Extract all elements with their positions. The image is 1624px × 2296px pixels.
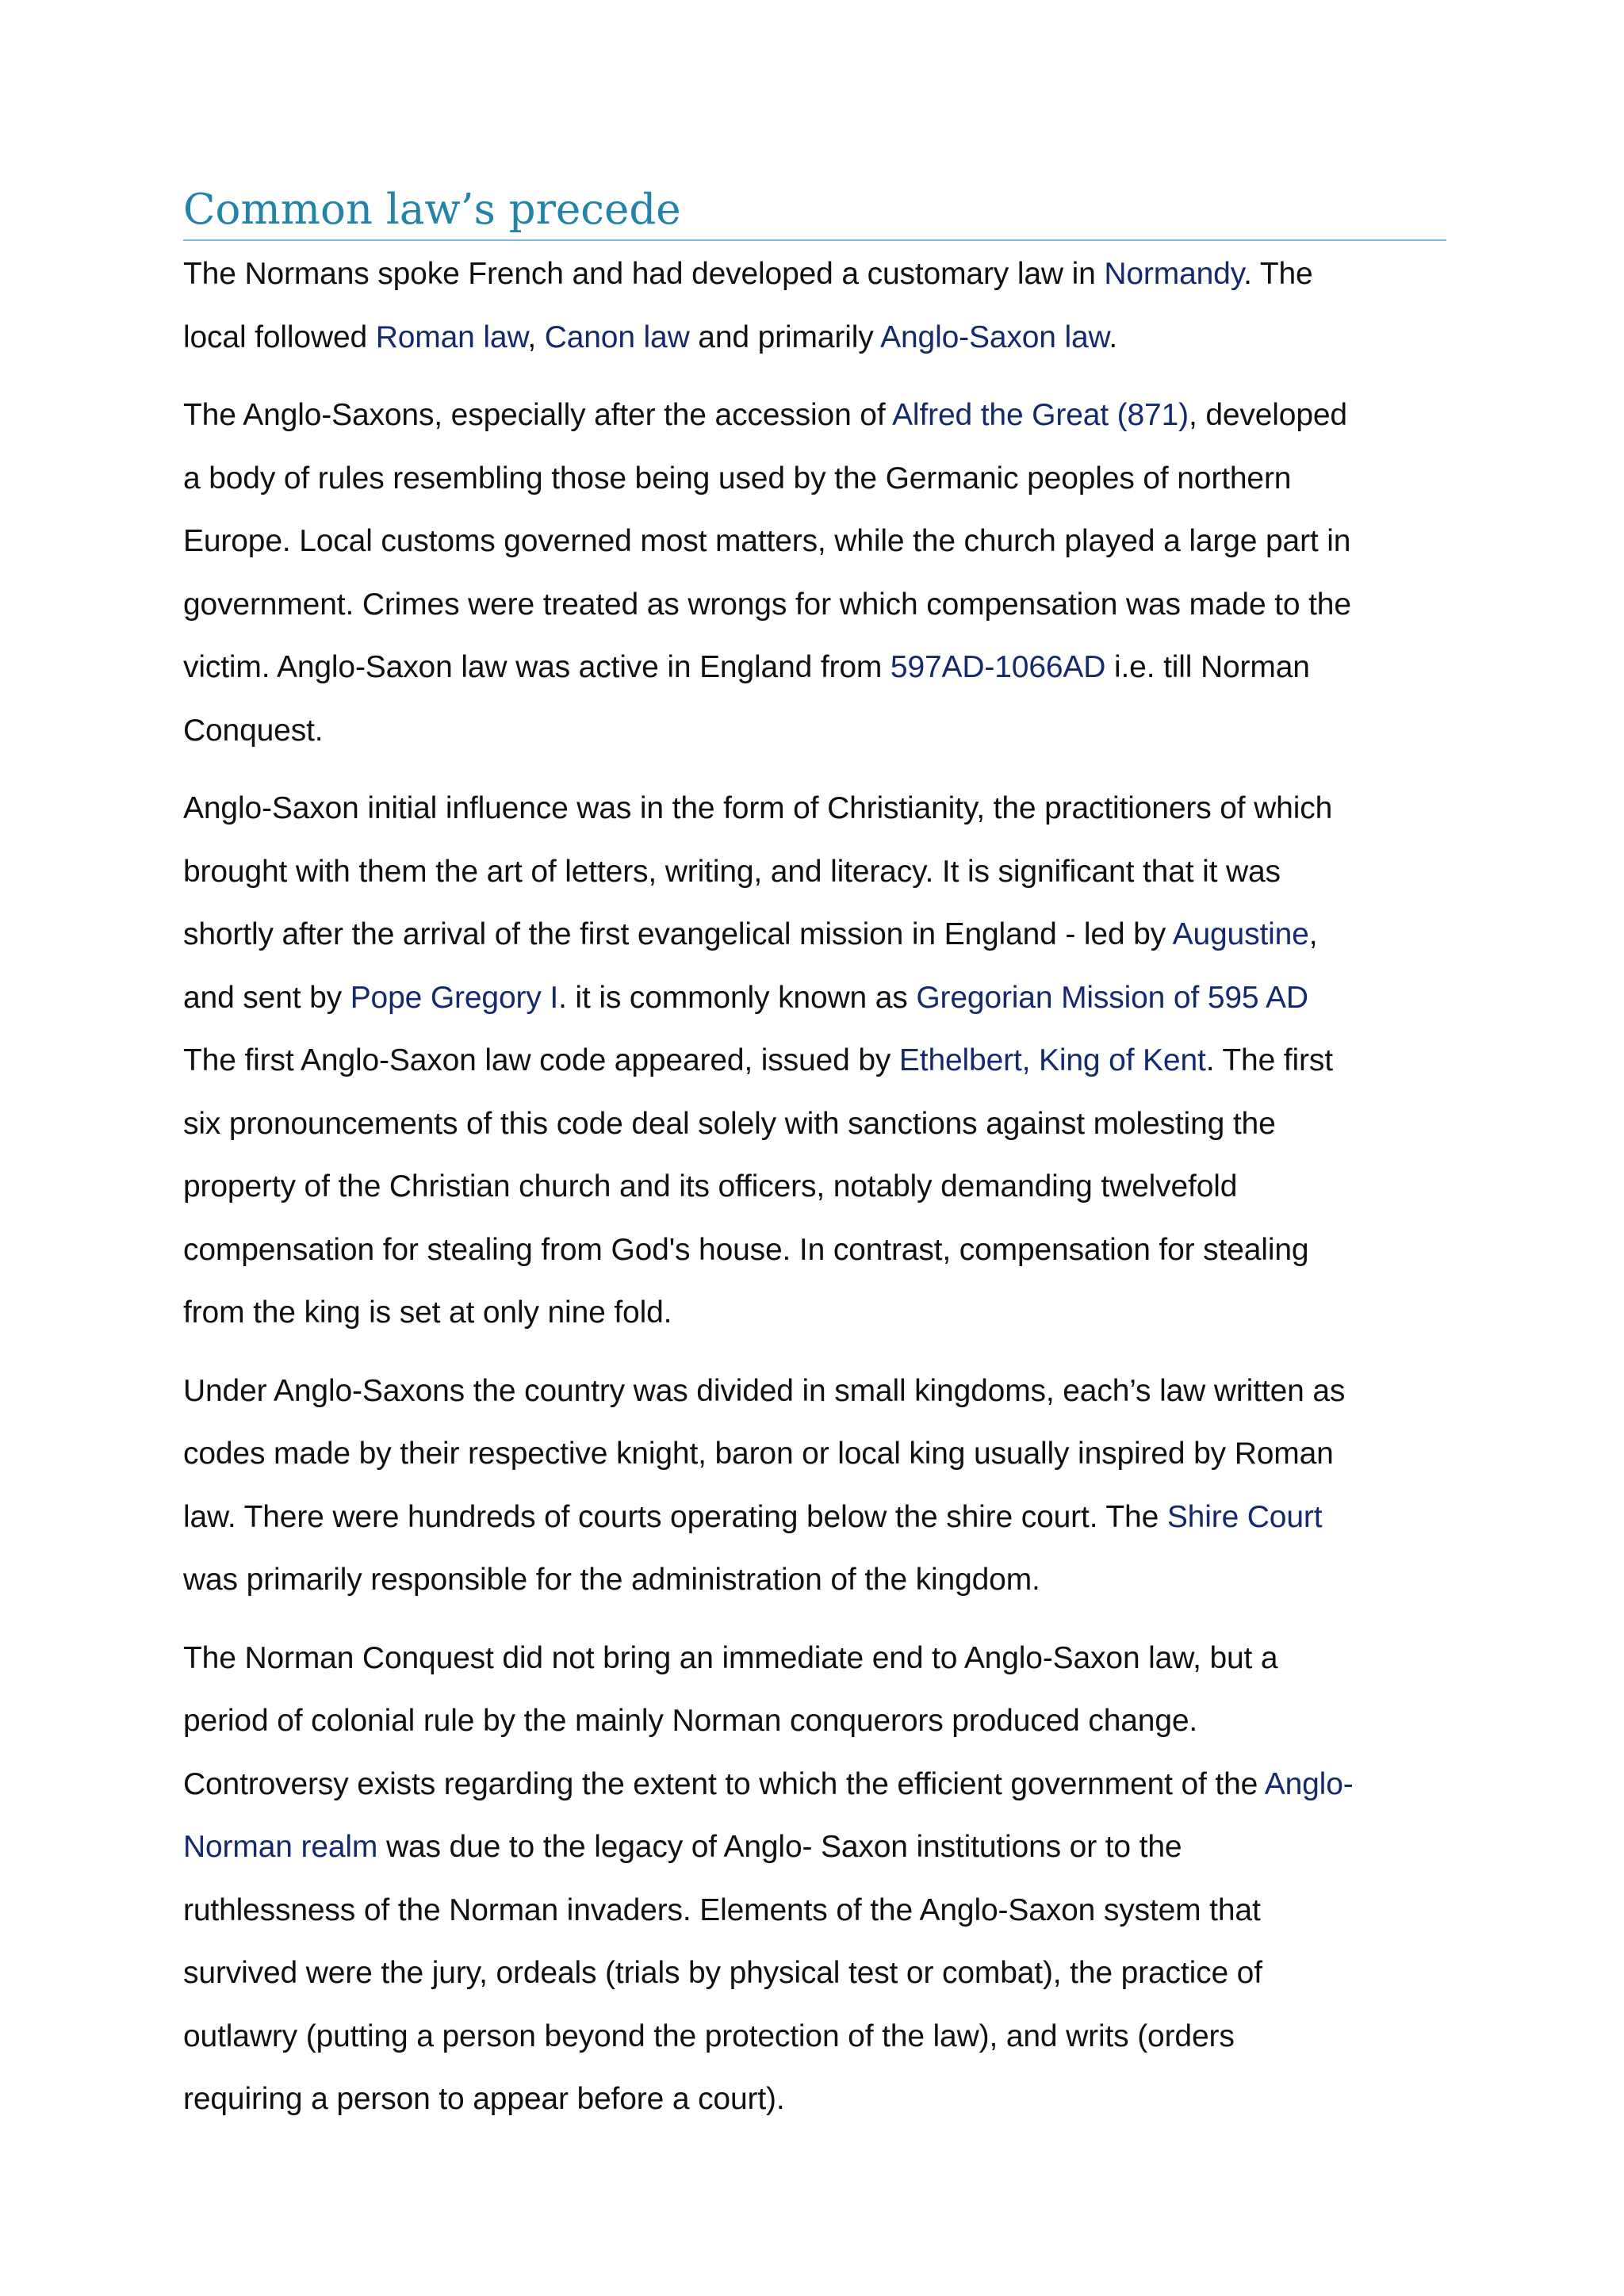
paragraph-kingdoms bbox=[183, 1360, 1446, 1612]
paragraph-anglo-saxons bbox=[183, 384, 1446, 762]
link-normandy[interactable]: Normandy bbox=[1104, 257, 1244, 292]
line: requiring a person to appear before a court). bbox=[183, 2082, 785, 2117]
link-gregorian-mission[interactable]: Gregorian Mission of 595 AD bbox=[916, 980, 1308, 1015]
line: local followed Roman law, Canon law and primarily Anglo-Saxon law. bbox=[183, 320, 1118, 354]
line: The Norman Conquest did not bring an immediate end to Anglo-Saxon law, but a bbox=[183, 1640, 1278, 1675]
link-pope-gregory[interactable]: Pope Gregory I bbox=[350, 980, 559, 1015]
link-anglo-norman-realm[interactable]: Anglo- bbox=[1264, 1766, 1354, 1801]
paragraph-normans bbox=[183, 243, 1446, 369]
link-ethelbert[interactable]: Ethelbert, King of Kent bbox=[898, 1043, 1206, 1078]
link-anglo-norman-realm-cont[interactable]: Norman realm bbox=[183, 1830, 378, 1865]
link-597ad-1066ad[interactable]: 597AD-1066AD bbox=[890, 650, 1106, 685]
line: codes made by their respective knight, baron or local king usually inspired by Roman bbox=[183, 1437, 1334, 1471]
line: period of colonial rule by the mainly Norman conquerors produced change. bbox=[183, 1704, 1198, 1739]
line: victim. Anglo-Saxon law was active in England from 597AD-1066AD i.e. till Norman bbox=[183, 650, 1310, 685]
line: ruthlessness of the Norman invaders. Elements of the Anglo-Saxon system that bbox=[183, 1892, 1261, 1927]
line: The Anglo-Saxons, especially after the accession of Alfred the Great (871), developed bbox=[183, 398, 1347, 433]
link-shire-court[interactable]: Shire Court bbox=[1166, 1499, 1323, 1534]
line: survived were the jury, ordeals (trials by physical test or combat), the practice of bbox=[183, 1956, 1262, 1991]
line: Norman realm was due to the legacy of Anglo- Saxon institutions or to the bbox=[183, 1830, 1182, 1865]
line: was primarily responsible for the administration of the kingdom. bbox=[183, 1563, 1040, 1598]
section-heading: Common law’s precede bbox=[183, 187, 1446, 241]
line: The first Anglo-Saxon law code appeared, issued by Ethelbert, King of Kent. The first bbox=[183, 1043, 1333, 1078]
line: law. There were hundreds of courts operating below the shire court. The Shire Court bbox=[183, 1499, 1323, 1534]
line: The Normans spoke French and had developed a customary law in Normandy. The bbox=[183, 257, 1313, 292]
line: Europe. Local customs governed most matters, while the church played a large part in bbox=[183, 524, 1351, 559]
document-page bbox=[183, 187, 1446, 2131]
paragraph-christianity bbox=[183, 777, 1446, 1345]
line: Controversy exists regarding the extent to which the efficient government of the Anglo- bbox=[183, 1766, 1354, 1801]
link-anglo-saxon-law[interactable]: Anglo-Saxon law bbox=[880, 320, 1109, 354]
line: from the king is set at only nine fold. bbox=[183, 1295, 672, 1330]
line: government. Crimes were treated as wrongs for which compensation was made to the bbox=[183, 587, 1351, 622]
paragraph-norman-conquest bbox=[183, 1627, 1446, 2131]
link-roman-law[interactable]: Roman law bbox=[375, 320, 528, 354]
link-augustine[interactable]: Augustine bbox=[1172, 917, 1309, 952]
line: a body of rules resembling those being used by the Germanic peoples of northern bbox=[183, 461, 1292, 496]
line: Conquest. bbox=[183, 713, 324, 748]
link-alfred-the-great[interactable]: Alfred the Great (871) bbox=[892, 398, 1189, 433]
link-canon-law[interactable]: Canon law bbox=[544, 320, 690, 354]
line: Under Anglo-Saxons the country was divided in small kingdoms, each’s law written as bbox=[183, 1373, 1346, 1408]
line: shortly after the arrival of the first evangelical mission in England - led by Augustine, bbox=[183, 917, 1318, 952]
line: property of the Christian church and its officers, notably demanding twelvefold bbox=[183, 1169, 1238, 1204]
line: six pronouncements of this code deal solely with sanctions against molesting the bbox=[183, 1106, 1276, 1141]
line: Anglo-Saxon initial influence was in the form of Christianity, the practitioners of which bbox=[183, 791, 1333, 826]
line: compensation for stealing from God's house. In contrast, compensation for stealing bbox=[183, 1232, 1309, 1267]
line: brought with them the art of letters, writing, and literacy. It is significant that it was bbox=[183, 854, 1281, 889]
line: and sent by Pope Gregory I. it is commonly known as Gregorian Mission of 595 AD bbox=[183, 980, 1308, 1015]
line: outlawry (putting a person beyond the protection of the law), and writs (orders bbox=[183, 2019, 1235, 2053]
